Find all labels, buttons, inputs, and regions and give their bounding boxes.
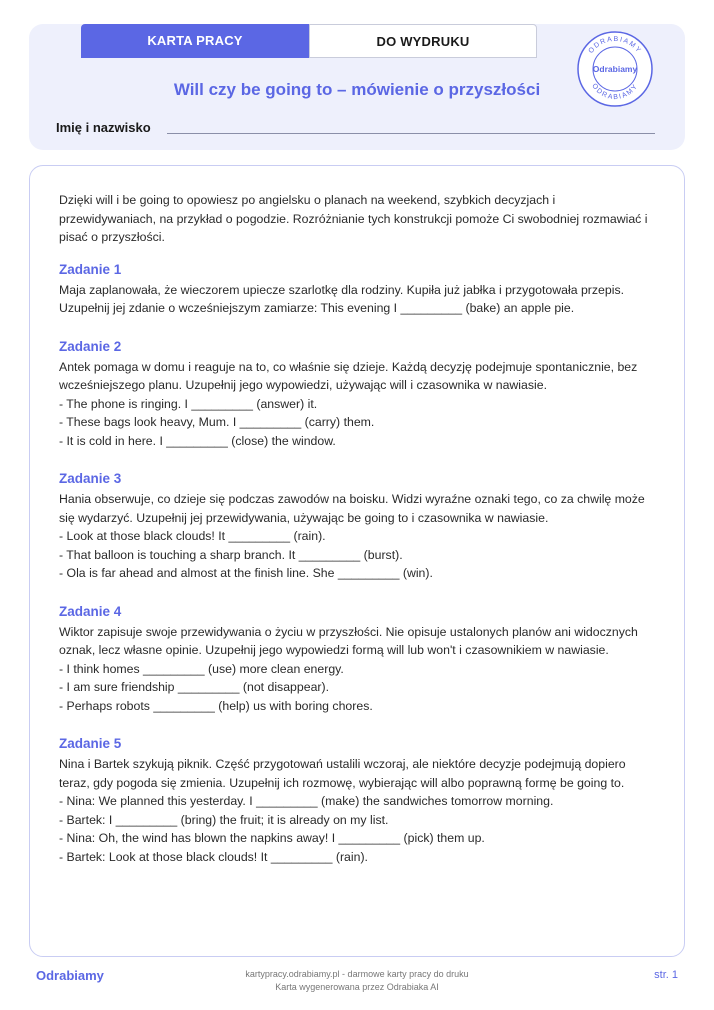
task-exercise-line: - The phone is ringing. I _________ (answer) it.	[59, 396, 318, 411]
footer-line-1: kartypracy.odrabiamy.pl - darmowe karty pracy do druku	[245, 969, 469, 979]
worksheet-content	[29, 165, 685, 957]
task-exercise-line: - Ola is far ahead and almost at the finish line. She _________ (win).	[59, 566, 433, 580]
stamp-ring-bottom: ODRABIAMY	[590, 82, 640, 102]
task-exercise-line: - Bartek: Look at those black clouds! It _________ (rain).	[59, 849, 368, 864]
task-title: Zadanie 5	[59, 736, 122, 751]
footer-line-2: Karta wygenerowana przez Odrabiaka AI	[275, 982, 439, 992]
task-title: Zadanie 4	[59, 603, 122, 619]
footer-info	[207, 968, 507, 994]
task-title: Zadanie 2	[59, 338, 122, 354]
stamp-ring-top: ODRABIAMY	[587, 35, 643, 55]
task-1	[59, 261, 655, 318]
task-description: Nina i Bartek szykują piknik. Część przygotowań ustalili wczoraj, ale niektóre decyzje podejmują dopiero teraz, gdy pogoda się zmienia. Uzupełnij ich rozmowę, wybierając will albo poprawną formę be going to.	[59, 757, 626, 790]
task-description: Hania obserwuje, co dzieje się podczas zawodów na boisku. Widzi wyraźne oznaki tego, co za chwilę może się wydarzyć. Uzupełnij jej przewidywania, używając be going to i czasownika w nawiasie.	[59, 492, 645, 525]
task-title: Zadanie 3	[59, 471, 122, 486]
page-number: str. 1	[654, 969, 678, 981]
stamp-center-text: Odrabiamy	[592, 64, 638, 74]
task-description: Antek pomaga w domu i reaguje na to, co właśnie się dzieje. Każdą decyzję podejmuje spontanicznie, bez wcześniejszego planu. Uzupełnij jego wypowiedzi, używając will i czasownika w nawiasie.	[59, 359, 638, 392]
task-exercise-line: - Nina: We planned this yesterday. I _________ (make) the sandwiches tomorrow morning.	[59, 794, 554, 808]
task-2	[59, 338, 655, 451]
task-exercise-line: - Perhaps robots _________ (help) us with boring chores.	[59, 698, 373, 713]
task-exercise-line: - Nina: Oh, the wind has blown the napkins away! I _________ (pick) them up.	[59, 831, 485, 845]
page-title: Will czy be going to – mówienie o przyszłości	[173, 80, 541, 99]
task-5	[59, 735, 655, 866]
task-exercise-line: - These bags look heavy, Mum. I _________ (carry) them.	[59, 415, 375, 429]
task-exercise-line: - I am sure friendship _________ (not disappear).	[59, 680, 330, 694]
task-list	[59, 261, 655, 867]
task-exercise-line: - Look at those black clouds! It _________ (rain).	[59, 529, 326, 543]
header	[29, 24, 685, 150]
name-field-line[interactable]	[167, 133, 655, 134]
task-description: Wiktor zapisuje swoje przewidywania o życiu w przyszłości. Nie opisuje ustalonych planów ani widocznych oznak, lecz własne opinie. Uzupełnij jego wypowiedzi formą will lub won't i czasownikiem w nawiasie.	[59, 624, 638, 657]
task-title: Zadanie 1	[59, 261, 122, 277]
tab-print[interactable]: DO WYDRUKU	[309, 24, 537, 58]
footer-brand: Odrabiamy	[36, 968, 104, 983]
intro-text: Dzięki will i be going to opowiesz po angielsku o planach na weekend, szybkich decyzjach i przewidywaniach, na przykład o pogodzie. Rozróżnianie tych konstrukcji pomoże Ci swobodniej rozmawiać i pisać o przyszłości.	[59, 193, 648, 244]
task-exercise-line: - It is cold in here. I _________ (close) the window.	[59, 433, 336, 448]
task-description: Maja zaplanowała, że wieczorem upiecze szarlotkę dla rodziny. Kupiła już jabłka i przygotowała przepis. Uzupełnij jej zdanie o wcześniejszym zamiarze: This evening I _________ (bake) an apple pie.	[59, 282, 625, 315]
tab-worksheet[interactable]: KARTA PRACY	[81, 24, 309, 58]
task-4	[59, 603, 655, 716]
name-label: Imię i nazwisko	[56, 120, 151, 135]
task-exercise-line: - Bartek: I _________ (bring) the fruit; it is already on my list.	[59, 812, 389, 827]
task-exercise-line: - That balloon is touching a sharp branch. It _________ (burst).	[59, 547, 403, 562]
task-3	[59, 470, 655, 583]
task-exercise-line: - I think homes _________ (use) more clean energy.	[59, 661, 344, 676]
